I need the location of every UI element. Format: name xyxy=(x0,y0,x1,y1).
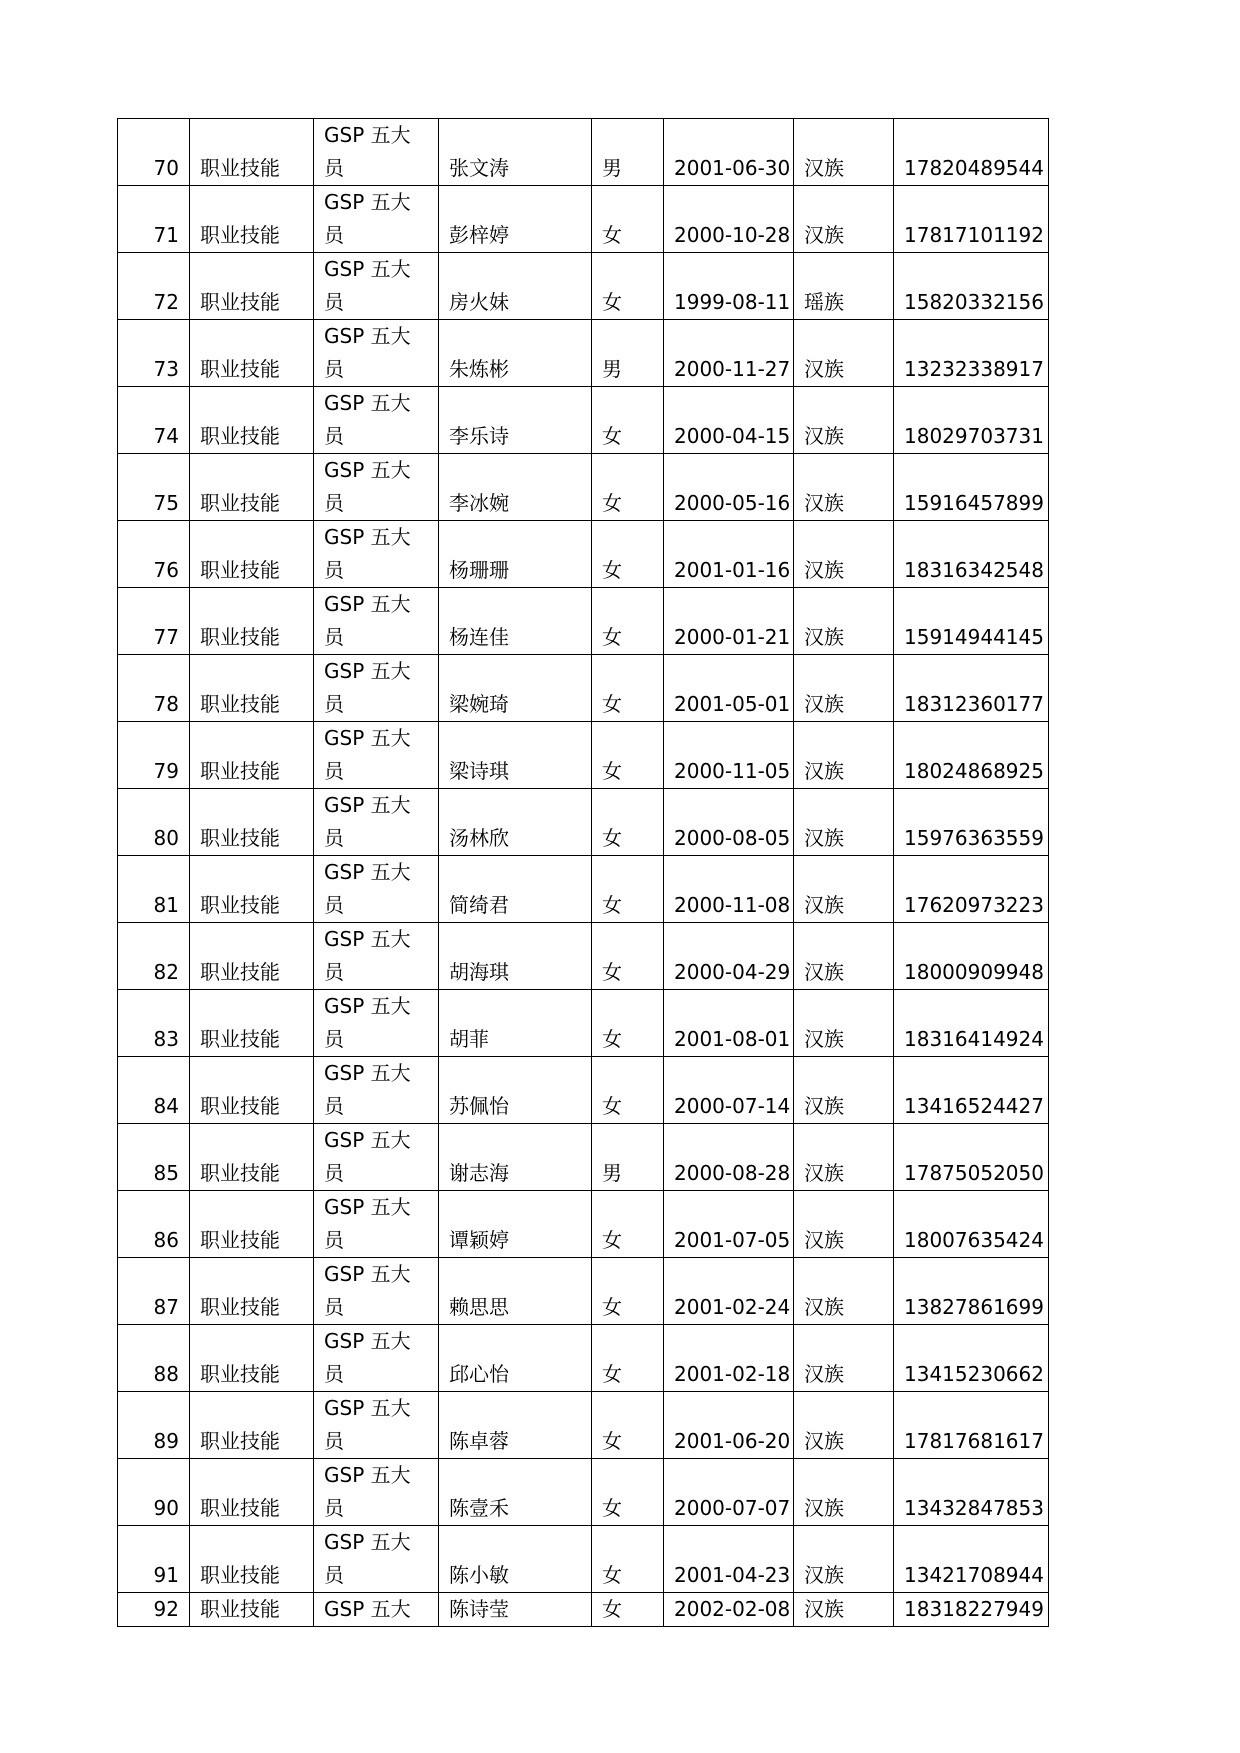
row-number: 82 xyxy=(118,923,190,990)
course-line-1: GSP 五大 xyxy=(324,190,411,214)
name-cell: 谭颖婷 xyxy=(439,1191,592,1258)
gender-cell: 女 xyxy=(592,186,664,253)
category-cell: 职业技能 xyxy=(190,1526,314,1593)
phone-cell: 18024868925 xyxy=(894,722,1049,789)
phone-cell: 13416524427 xyxy=(894,1057,1049,1124)
course-cell xyxy=(314,655,439,722)
phone-cell: 18318227949 xyxy=(894,1593,1049,1627)
birth-date-cell: 2000-05-16 xyxy=(664,454,794,521)
phone-cell: 15820332156 xyxy=(894,253,1049,320)
phone-cell: 18312360177 xyxy=(894,655,1049,722)
table-row xyxy=(118,186,1049,253)
table-row xyxy=(118,521,1049,588)
table-row xyxy=(118,253,1049,320)
course-line-1: GSP 五大 xyxy=(324,391,411,415)
course-line-1: GSP 五大 xyxy=(324,1329,411,1353)
name-cell: 杨珊珊 xyxy=(439,521,592,588)
course-cell xyxy=(314,722,439,789)
course-cell xyxy=(314,119,439,186)
course-cell xyxy=(314,1258,439,1325)
course-line-1: GSP 五大 xyxy=(324,927,411,951)
table-row xyxy=(118,387,1049,454)
course-line-2: 员 xyxy=(324,625,344,649)
course-line-1: GSP 五大 xyxy=(324,1262,411,1286)
course-line-2: 员 xyxy=(324,223,344,247)
course-cell xyxy=(314,1459,439,1526)
category-cell: 职业技能 xyxy=(190,1191,314,1258)
course-cell xyxy=(314,588,439,655)
name-cell: 赖思思 xyxy=(439,1258,592,1325)
phone-cell: 13421708944 xyxy=(894,1526,1049,1593)
ethnicity-cell: 汉族 xyxy=(794,1057,894,1124)
phone-cell: 15976363559 xyxy=(894,789,1049,856)
course-line-2: 员 xyxy=(324,156,344,180)
category-cell: 职业技能 xyxy=(190,186,314,253)
row-number: 70 xyxy=(118,119,190,186)
row-number: 84 xyxy=(118,1057,190,1124)
ethnicity-cell: 汉族 xyxy=(794,1459,894,1526)
category-cell: 职业技能 xyxy=(190,588,314,655)
table-row xyxy=(118,722,1049,789)
row-number: 75 xyxy=(118,454,190,521)
course-line-2: 员 xyxy=(324,826,344,850)
row-number: 86 xyxy=(118,1191,190,1258)
course-line-2: 员 xyxy=(324,759,344,783)
course-cell xyxy=(314,789,439,856)
phone-cell: 17817681617 xyxy=(894,1392,1049,1459)
phone-cell: 18000909948 xyxy=(894,923,1049,990)
name-cell: 谢志海 xyxy=(439,1124,592,1191)
ethnicity-cell: 汉族 xyxy=(794,521,894,588)
gender-cell: 男 xyxy=(592,1124,664,1191)
name-cell: 陈卓蓉 xyxy=(439,1392,592,1459)
gender-cell: 女 xyxy=(592,588,664,655)
name-cell: 胡海琪 xyxy=(439,923,592,990)
category-cell: 职业技能 xyxy=(190,990,314,1057)
table-row xyxy=(118,1057,1049,1124)
row-number: 85 xyxy=(118,1124,190,1191)
birth-date-cell: 2001-02-24 xyxy=(664,1258,794,1325)
row-number: 89 xyxy=(118,1392,190,1459)
category-cell: 职业技能 xyxy=(190,1593,314,1627)
course-line-1: GSP 五大 xyxy=(324,1396,411,1420)
phone-cell: 15914944145 xyxy=(894,588,1049,655)
category-cell: 职业技能 xyxy=(190,923,314,990)
gender-cell: 男 xyxy=(592,320,664,387)
course-line-2: 员 xyxy=(324,491,344,515)
ethnicity-cell: 汉族 xyxy=(794,387,894,454)
gender-cell: 女 xyxy=(592,521,664,588)
name-cell: 李乐诗 xyxy=(439,387,592,454)
name-cell: 简绮君 xyxy=(439,856,592,923)
table-row xyxy=(118,1124,1049,1191)
row-number: 92 xyxy=(118,1593,190,1627)
course-cell xyxy=(314,990,439,1057)
category-cell: 职业技能 xyxy=(190,856,314,923)
course-line-1: GSP 五大 xyxy=(324,860,411,884)
table-row xyxy=(118,320,1049,387)
course-line-2: 员 xyxy=(324,1094,344,1118)
name-cell: 汤林欣 xyxy=(439,789,592,856)
table-row xyxy=(118,655,1049,722)
name-cell: 房火妹 xyxy=(439,253,592,320)
table-row xyxy=(118,1593,1049,1627)
phone-cell: 18316414924 xyxy=(894,990,1049,1057)
phone-cell: 17817101192 xyxy=(894,186,1049,253)
birth-date-cell: 2000-11-08 xyxy=(664,856,794,923)
table-row xyxy=(118,1459,1049,1526)
ethnicity-cell: 汉族 xyxy=(794,856,894,923)
course-cell xyxy=(314,1057,439,1124)
birth-date-cell: 1999-08-11 xyxy=(664,253,794,320)
name-cell: 梁诗琪 xyxy=(439,722,592,789)
course-line-2: 员 xyxy=(324,960,344,984)
birth-date-cell: 2001-04-23 xyxy=(664,1526,794,1593)
gender-cell: 女 xyxy=(592,387,664,454)
gender-cell: 女 xyxy=(592,923,664,990)
row-number: 90 xyxy=(118,1459,190,1526)
ethnicity-cell: 汉族 xyxy=(794,1325,894,1392)
phone-cell: 15916457899 xyxy=(894,454,1049,521)
name-cell: 张文涛 xyxy=(439,119,592,186)
course-line-2: 员 xyxy=(324,290,344,314)
phone-cell: 18007635424 xyxy=(894,1191,1049,1258)
gender-cell: 女 xyxy=(592,1258,664,1325)
gender-cell: 女 xyxy=(592,1392,664,1459)
course-cell xyxy=(314,186,439,253)
birth-date-cell: 2002-02-08 xyxy=(664,1593,794,1627)
course-line-1: GSP 五大 xyxy=(324,1061,411,1085)
course-cell xyxy=(314,387,439,454)
table-row xyxy=(118,1526,1049,1593)
name-cell: 陈壹禾 xyxy=(439,1459,592,1526)
course-line-1: GSP 五大 xyxy=(324,324,411,348)
phone-cell: 18029703731 xyxy=(894,387,1049,454)
category-cell: 职业技能 xyxy=(190,320,314,387)
birth-date-cell: 2000-08-05 xyxy=(664,789,794,856)
phone-cell: 13232338917 xyxy=(894,320,1049,387)
row-number: 80 xyxy=(118,789,190,856)
table-row xyxy=(118,1325,1049,1392)
table-row xyxy=(118,1258,1049,1325)
course-cell xyxy=(314,1392,439,1459)
ethnicity-cell: 汉族 xyxy=(794,588,894,655)
row-number: 87 xyxy=(118,1258,190,1325)
ethnicity-cell: 瑶族 xyxy=(794,253,894,320)
course-line-2: 员 xyxy=(324,1161,344,1185)
birth-date-cell: 2000-08-28 xyxy=(664,1124,794,1191)
name-cell: 梁婉琦 xyxy=(439,655,592,722)
table-row xyxy=(118,789,1049,856)
table-row xyxy=(118,990,1049,1057)
ethnicity-cell: 汉族 xyxy=(794,1191,894,1258)
ethnicity-cell: 汉族 xyxy=(794,722,894,789)
name-cell: 陈小敏 xyxy=(439,1526,592,1593)
gender-cell: 女 xyxy=(592,856,664,923)
phone-cell: 17820489544 xyxy=(894,119,1049,186)
gender-cell: 女 xyxy=(592,1057,664,1124)
gender-cell: 女 xyxy=(592,722,664,789)
birth-date-cell: 2000-07-14 xyxy=(664,1057,794,1124)
ethnicity-cell: 汉族 xyxy=(794,655,894,722)
course-line-1: GSP 五大 xyxy=(324,458,411,482)
course-line-2: 员 xyxy=(324,424,344,448)
phone-cell: 18316342548 xyxy=(894,521,1049,588)
name-cell: 胡菲 xyxy=(439,990,592,1057)
ethnicity-cell: 汉族 xyxy=(794,990,894,1057)
row-number: 81 xyxy=(118,856,190,923)
phone-cell: 13432847853 xyxy=(894,1459,1049,1526)
course-line-2: 员 xyxy=(324,1362,344,1386)
row-number: 91 xyxy=(118,1526,190,1593)
course-line-1: GSP 五大 xyxy=(324,1597,411,1621)
table-row xyxy=(118,119,1049,186)
course-line-2: 员 xyxy=(324,1295,344,1319)
table-row xyxy=(118,454,1049,521)
name-cell: 朱炼彬 xyxy=(439,320,592,387)
category-cell: 职业技能 xyxy=(190,387,314,454)
course-line-1: GSP 五大 xyxy=(324,1128,411,1152)
name-cell: 邱心怡 xyxy=(439,1325,592,1392)
category-cell: 职业技能 xyxy=(190,1392,314,1459)
row-number: 83 xyxy=(118,990,190,1057)
course-line-1: GSP 五大 xyxy=(324,525,411,549)
gender-cell: 女 xyxy=(592,1325,664,1392)
category-cell: 职业技能 xyxy=(190,655,314,722)
course-line-1: GSP 五大 xyxy=(324,659,411,683)
course-cell xyxy=(314,454,439,521)
name-cell: 杨连佳 xyxy=(439,588,592,655)
course-line-1: GSP 五大 xyxy=(324,592,411,616)
birth-date-cell: 2001-05-01 xyxy=(664,655,794,722)
course-line-2: 员 xyxy=(324,1496,344,1520)
phone-cell: 13415230662 xyxy=(894,1325,1049,1392)
birth-date-cell: 2000-04-29 xyxy=(664,923,794,990)
ethnicity-cell: 汉族 xyxy=(794,186,894,253)
birth-date-cell: 2000-11-05 xyxy=(664,722,794,789)
ethnicity-cell: 汉族 xyxy=(794,1526,894,1593)
course-cell xyxy=(314,856,439,923)
category-cell: 职业技能 xyxy=(190,722,314,789)
gender-cell: 女 xyxy=(592,655,664,722)
course-cell xyxy=(314,923,439,990)
course-line-2: 员 xyxy=(324,1027,344,1051)
course-cell xyxy=(314,1124,439,1191)
category-cell: 职业技能 xyxy=(190,1325,314,1392)
category-cell: 职业技能 xyxy=(190,521,314,588)
birth-date-cell: 2001-06-30 xyxy=(664,119,794,186)
phone-cell: 13827861699 xyxy=(894,1258,1049,1325)
course-line-1: GSP 五大 xyxy=(324,994,411,1018)
course-line-1: GSP 五大 xyxy=(324,1463,411,1487)
table-row xyxy=(118,1191,1049,1258)
table-row xyxy=(118,588,1049,655)
course-line-2: 员 xyxy=(324,692,344,716)
birth-date-cell: 2000-04-15 xyxy=(664,387,794,454)
gender-cell: 女 xyxy=(592,789,664,856)
gender-cell: 女 xyxy=(592,1593,664,1627)
ethnicity-cell: 汉族 xyxy=(794,320,894,387)
course-cell xyxy=(314,1593,439,1627)
course-cell xyxy=(314,1191,439,1258)
course-line-1: GSP 五大 xyxy=(324,1530,411,1554)
course-line-2: 员 xyxy=(324,1228,344,1252)
course-line-2: 员 xyxy=(324,357,344,381)
row-number: 77 xyxy=(118,588,190,655)
course-cell xyxy=(314,1526,439,1593)
course-line-1: GSP 五大 xyxy=(324,123,411,147)
birth-date-cell: 2000-10-28 xyxy=(664,186,794,253)
ethnicity-cell: 汉族 xyxy=(794,1124,894,1191)
table-row xyxy=(118,1392,1049,1459)
birth-date-cell: 2000-01-21 xyxy=(664,588,794,655)
course-line-1: GSP 五大 xyxy=(324,793,411,817)
course-line-2: 员 xyxy=(324,1429,344,1453)
ethnicity-cell: 汉族 xyxy=(794,1392,894,1459)
category-cell: 职业技能 xyxy=(190,454,314,521)
roster-body xyxy=(118,119,1049,1627)
phone-cell: 17620973223 xyxy=(894,856,1049,923)
course-line-1: GSP 五大 xyxy=(324,726,411,750)
course-cell xyxy=(314,521,439,588)
ethnicity-cell: 汉族 xyxy=(794,1258,894,1325)
row-number: 72 xyxy=(118,253,190,320)
course-line-1: GSP 五大 xyxy=(324,257,411,281)
name-cell: 苏佩怡 xyxy=(439,1057,592,1124)
course-cell xyxy=(314,253,439,320)
course-line-2: 员 xyxy=(324,1563,344,1587)
birth-date-cell: 2000-07-07 xyxy=(664,1459,794,1526)
ethnicity-cell: 汉族 xyxy=(794,1593,894,1627)
row-number: 74 xyxy=(118,387,190,454)
gender-cell: 女 xyxy=(592,253,664,320)
birth-date-cell: 2001-01-16 xyxy=(664,521,794,588)
row-number: 79 xyxy=(118,722,190,789)
ethnicity-cell: 汉族 xyxy=(794,923,894,990)
ethnicity-cell: 汉族 xyxy=(794,119,894,186)
gender-cell: 女 xyxy=(592,990,664,1057)
row-number: 71 xyxy=(118,186,190,253)
birth-date-cell: 2000-11-27 xyxy=(664,320,794,387)
course-line-1: GSP 五大 xyxy=(324,1195,411,1219)
row-number: 78 xyxy=(118,655,190,722)
birth-date-cell: 2001-02-18 xyxy=(664,1325,794,1392)
course-line-2: 员 xyxy=(324,558,344,582)
gender-cell: 女 xyxy=(592,1459,664,1526)
table-row xyxy=(118,923,1049,990)
row-number: 88 xyxy=(118,1325,190,1392)
category-cell: 职业技能 xyxy=(190,1459,314,1526)
gender-cell: 女 xyxy=(592,454,664,521)
ethnicity-cell: 汉族 xyxy=(794,789,894,856)
category-cell: 职业技能 xyxy=(190,1124,314,1191)
name-cell: 彭梓婷 xyxy=(439,186,592,253)
birth-date-cell: 2001-08-01 xyxy=(664,990,794,1057)
phone-cell: 17875052050 xyxy=(894,1124,1049,1191)
category-cell: 职业技能 xyxy=(190,789,314,856)
row-number: 73 xyxy=(118,320,190,387)
course-cell xyxy=(314,320,439,387)
gender-cell: 男 xyxy=(592,119,664,186)
table-row xyxy=(118,856,1049,923)
name-cell: 李冰婉 xyxy=(439,454,592,521)
name-cell: 陈诗莹 xyxy=(439,1593,592,1627)
category-cell: 职业技能 xyxy=(190,119,314,186)
course-cell xyxy=(314,1325,439,1392)
category-cell: 职业技能 xyxy=(190,1258,314,1325)
birth-date-cell: 2001-06-20 xyxy=(664,1392,794,1459)
birth-date-cell: 2001-07-05 xyxy=(664,1191,794,1258)
gender-cell: 女 xyxy=(592,1526,664,1593)
roster-table xyxy=(117,118,1049,1627)
ethnicity-cell: 汉族 xyxy=(794,454,894,521)
course-line-2: 员 xyxy=(324,893,344,917)
category-cell: 职业技能 xyxy=(190,253,314,320)
gender-cell: 女 xyxy=(592,1191,664,1258)
row-number: 76 xyxy=(118,521,190,588)
category-cell: 职业技能 xyxy=(190,1057,314,1124)
